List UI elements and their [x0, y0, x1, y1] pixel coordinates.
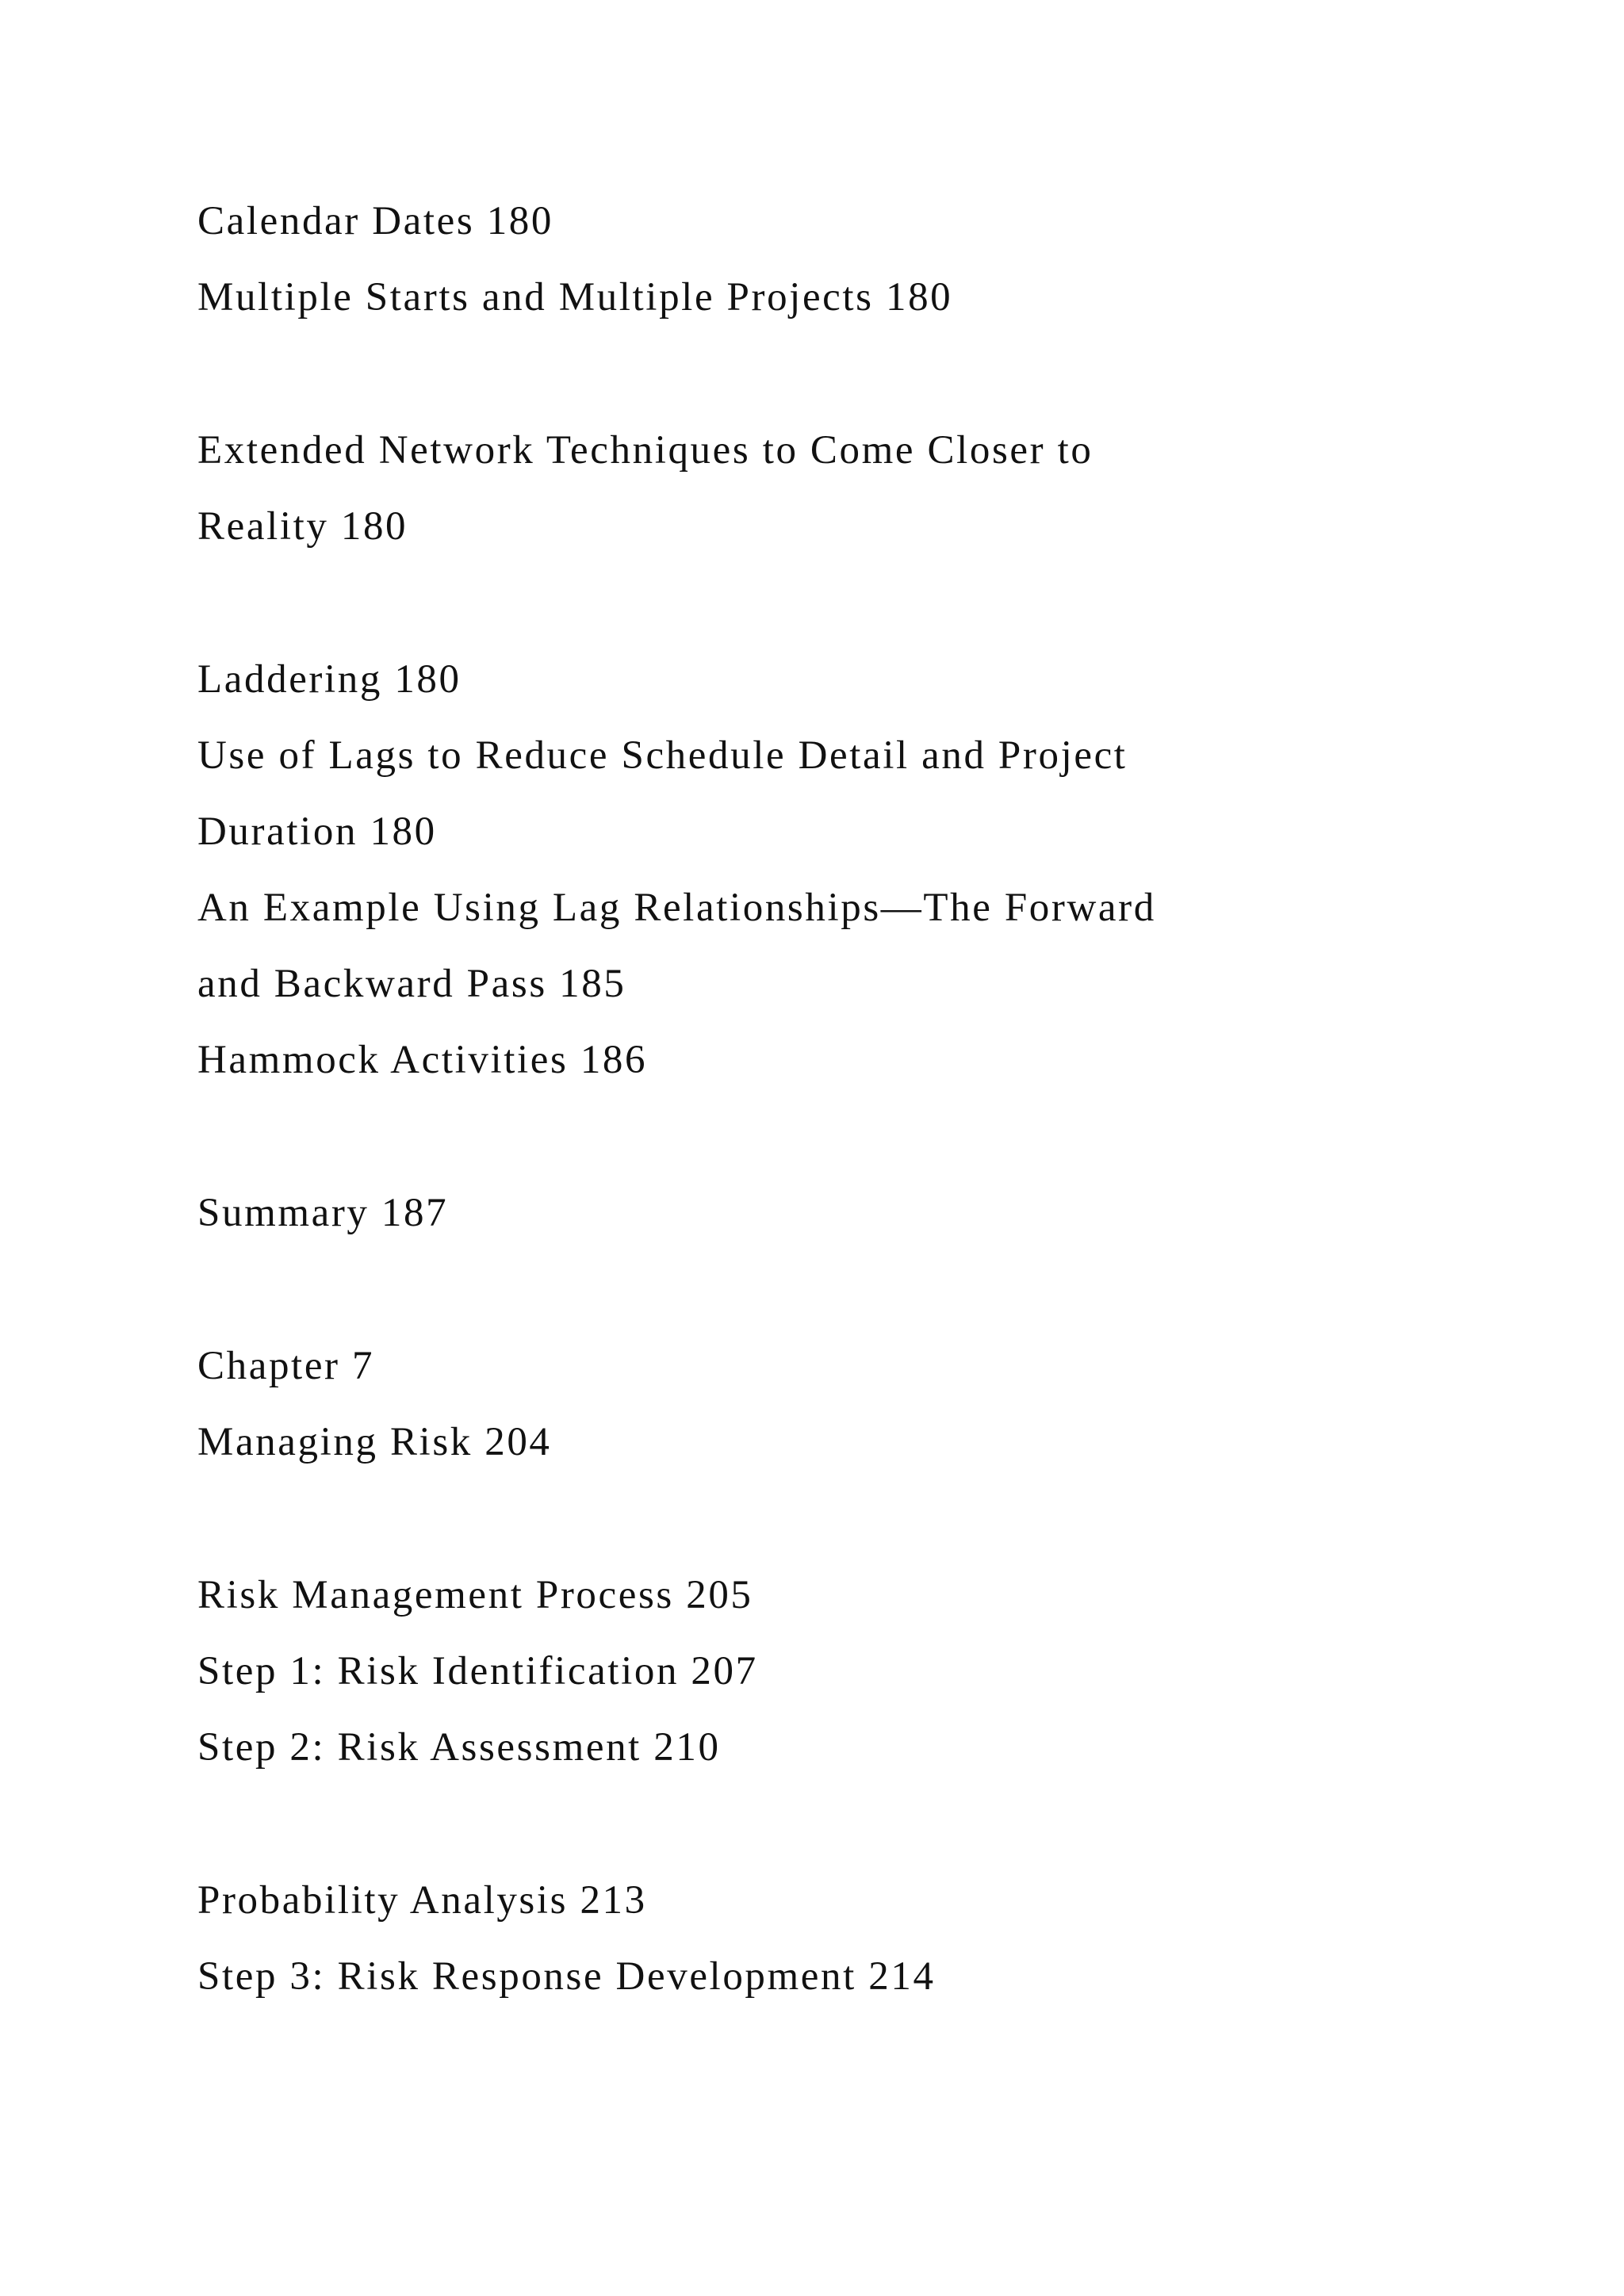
toc-entry-lag-example-cont: and Backward Pass 185	[197, 962, 626, 1006]
toc-entry-probability-analysis: Probability Analysis 213	[197, 1878, 647, 1923]
toc-entry-use-of-lags: Use of Lags to Reduce Schedule Detail and Project	[197, 733, 1128, 778]
toc-entry-hammock-activities: Hammock Activities 186	[197, 1038, 648, 1082]
toc-entry-summary: Summary 187	[197, 1191, 449, 1235]
chapter-title: Managing Risk 204	[197, 1420, 552, 1464]
chapter-heading: Chapter 7	[197, 1344, 375, 1388]
toc-entry-risk-management-process: Risk Management Process 205	[197, 1573, 753, 1617]
toc-entry-calendar-dates: Calendar Dates 180	[197, 199, 553, 243]
toc-entry-risk-assessment: Step 2: Risk Assessment 210	[197, 1725, 721, 1770]
toc-entry-extended-network-techniques: Extended Network Techniques to Come Closer to	[197, 428, 1094, 473]
toc-entry-risk-response-development: Step 3: Risk Response Development 214	[197, 1954, 936, 1999]
toc-entry-risk-identification: Step 1: Risk Identification 207	[197, 1649, 758, 1693]
toc-entry-laddering: Laddering 180	[197, 657, 462, 702]
toc-entry-use-of-lags-cont: Duration 180	[197, 809, 437, 854]
toc-entry-multiple-starts: Multiple Starts and Multiple Projects 180	[197, 275, 953, 320]
toc-entry-lag-example: An Example Using Lag Relationships—The Forward	[197, 886, 1156, 930]
toc-entry-extended-network-techniques-cont: Reality 180	[197, 504, 408, 549]
